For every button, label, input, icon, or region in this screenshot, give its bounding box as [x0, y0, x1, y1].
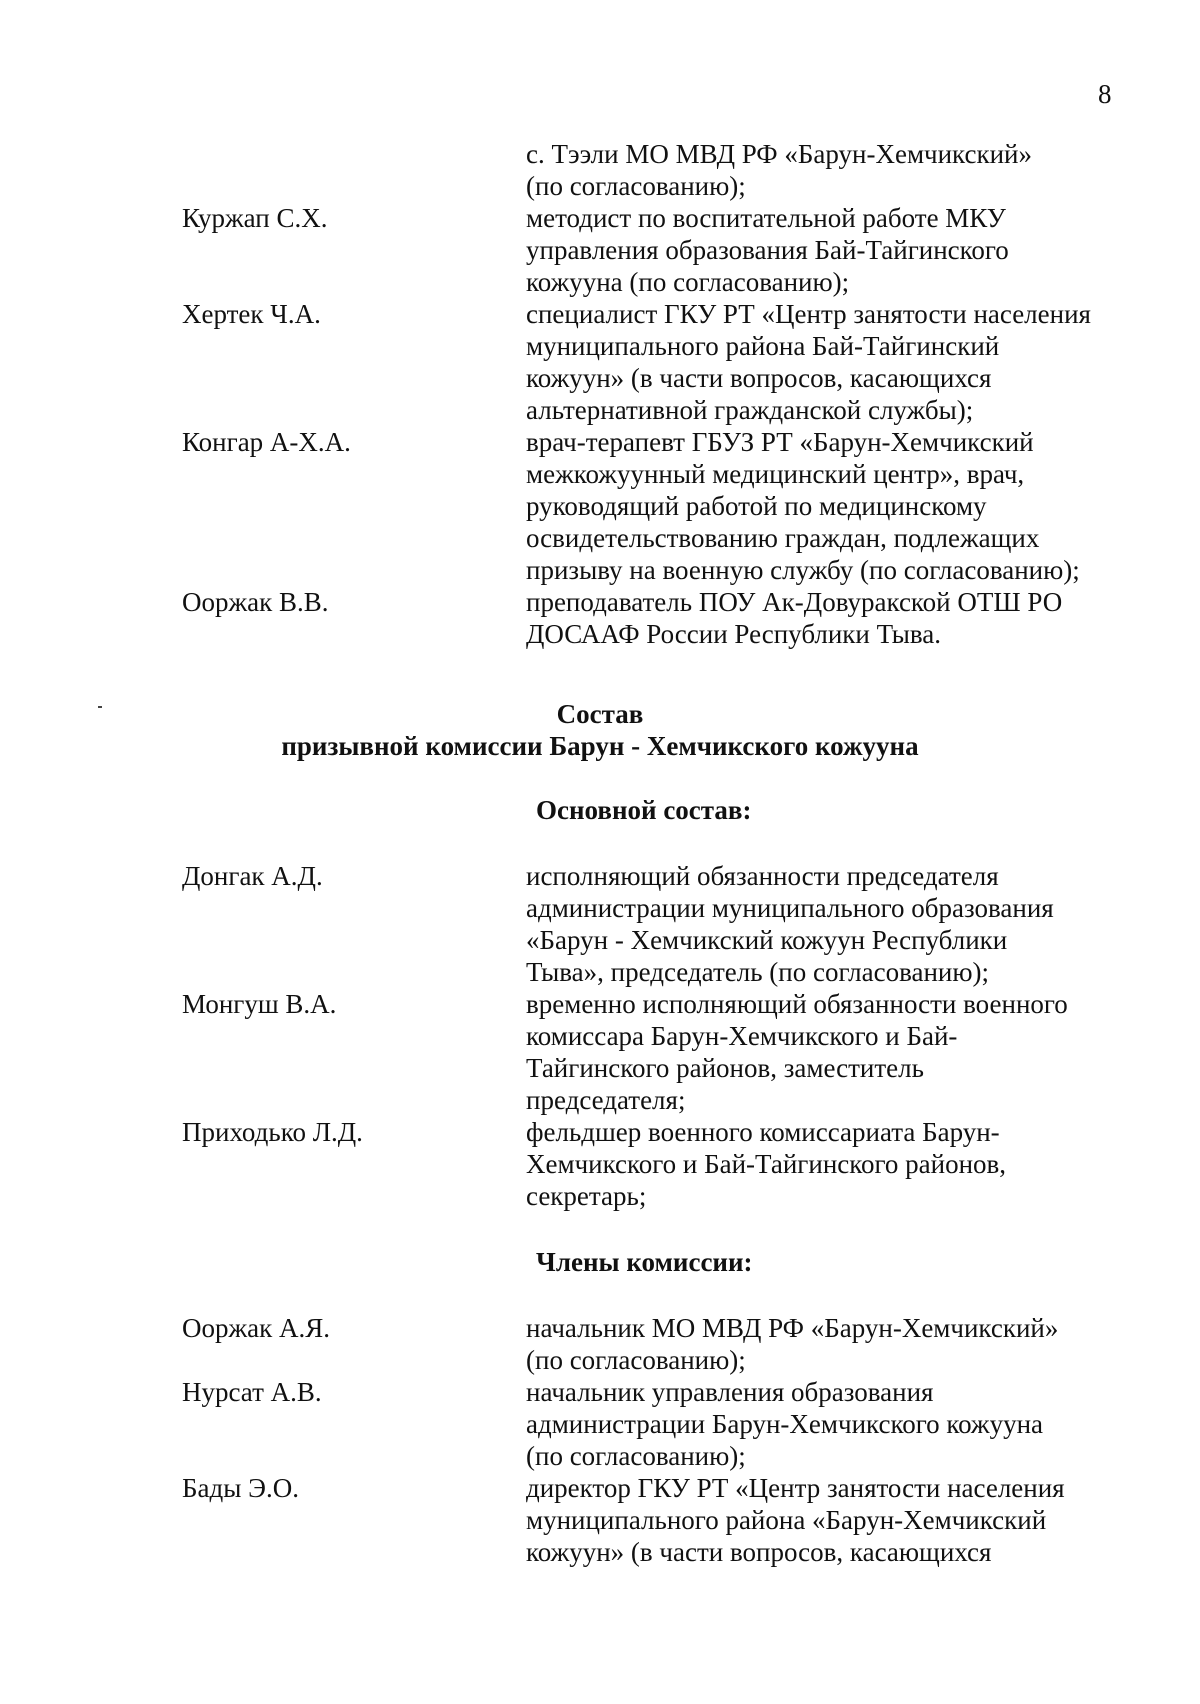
entry-description: [526, 988, 1126, 1116]
entry-description: [526, 860, 1126, 988]
person-name: Ооржак А.Я.: [182, 1313, 331, 1343]
list-item: [0, 1472, 1200, 1568]
list-item: [0, 1312, 1200, 1376]
list-item: [0, 426, 1200, 586]
description-line: администрации муниципального образования: [526, 893, 1054, 923]
list-item: [0, 202, 1200, 298]
description-line: администрации Барун-Хемчикского кожууна: [526, 1409, 1044, 1439]
description-line: начальник МО МВД РФ «Барун-Хемчикский»: [526, 1313, 1059, 1343]
description-line: Тыва», председатель (по согласованию);: [526, 957, 990, 987]
person-name: Донгак А.Д.: [182, 861, 323, 891]
description-line: (по согласованию);: [526, 1345, 746, 1375]
description-line: кожуун» (в части вопросов, касающихся: [526, 363, 992, 393]
description-line: временно исполняющий обязанности военного: [526, 989, 1068, 1019]
section-subtitle: призывной комиссии Барун - Хемчикского кожууна: [281, 731, 919, 761]
description-line: муниципального района Бай-Тайгинский: [526, 331, 1000, 361]
entry-description: [526, 1472, 1126, 1568]
description-line: (по согласованию);: [526, 171, 746, 201]
description-line: «Барун - Хемчикский кожуун Республики: [526, 925, 1008, 955]
list-item: [0, 1116, 1200, 1212]
entry-description: [526, 586, 1126, 650]
list-item: [0, 586, 1200, 650]
section-title: Состав: [556, 699, 644, 729]
entry-description: [526, 1312, 1126, 1376]
person-name: Хертек Ч.А.: [182, 299, 321, 329]
description-line: начальник управления образования: [526, 1377, 934, 1407]
list-item: [0, 988, 1200, 1116]
description-line: преподаватель ПОУ Ак-Довуракской ОТШ РО: [526, 587, 1063, 617]
description-line: руководящий работой по медицинскому: [526, 491, 987, 521]
description-line: методист по воспитательной работе МКУ: [526, 203, 1006, 233]
main-composition-heading: Основной состав:: [536, 795, 752, 825]
description-line: специалист ГКУ РТ «Центр занятости населения: [526, 299, 1091, 329]
description-line: с. Тээли МО МВД РФ «Барун-Хемчикский»: [526, 139, 1032, 169]
description-line: кожуун» (в части вопросов, касающихся: [526, 1537, 992, 1567]
description-line: ДОСААФ России Республики Тыва.: [526, 619, 942, 649]
members-heading: Члены комиссии:: [536, 1247, 753, 1277]
description-line: секретарь;: [526, 1181, 647, 1211]
person-name: Куржап С.Х.: [182, 203, 328, 233]
person-name: Монгуш В.А.: [182, 989, 337, 1019]
entry-description: [526, 1116, 1126, 1212]
person-name: Нурсат А.В.: [182, 1377, 322, 1407]
description-line: альтернативной гражданской службы);: [526, 395, 974, 425]
description-line: Хемчикского и Бай-Тайгинского районов,: [526, 1149, 1007, 1179]
person-name: Ооржак В.В.: [182, 587, 329, 617]
list-item-intro: [0, 138, 1200, 202]
description-line: фельдшер военного комиссариата Барун-: [526, 1117, 1000, 1147]
list-item: [0, 298, 1200, 426]
person-name: Приходько Л.Д.: [182, 1117, 363, 1147]
description-line: освидетельствованию граждан, подлежащих: [526, 523, 1040, 553]
description-line: исполняющий обязанности председателя: [526, 861, 999, 891]
description-line: призыву на военную службу (по согласованию);: [526, 555, 1080, 585]
entry-description: [526, 138, 1126, 202]
members-list: [0, 1312, 1200, 1568]
description-line: комиссара Барун-Хемчикского и Бай-: [526, 1021, 958, 1051]
description-line: (по согласованию);: [526, 1441, 746, 1471]
description-line: кожууна (по согласованию);: [526, 267, 850, 297]
main-composition-list: [0, 860, 1200, 1212]
description-line: Тайгинского районов, заместитель: [526, 1053, 924, 1083]
person-name: Бады Э.О.: [182, 1473, 299, 1503]
list-item: [0, 1376, 1200, 1472]
entry-description: [526, 298, 1126, 426]
description-line: межкожуунный медицинский центр», врач,: [526, 459, 1025, 489]
description-line: председателя;: [526, 1085, 686, 1115]
entry-description: [526, 1376, 1126, 1472]
entry-description: [526, 202, 1126, 298]
top-list: [0, 138, 1200, 650]
description-line: управления образования Бай-Тайгинского: [526, 235, 1009, 265]
description-line: муниципального района «Барун-Хемчикский: [526, 1505, 1047, 1535]
page-number: 8: [1098, 79, 1112, 109]
person-name: Конгар А-Х.А.: [182, 427, 351, 457]
description-line: врач-терапевт ГБУЗ РТ «Барун-Хемчикский: [526, 427, 1034, 457]
list-item: [0, 860, 1200, 988]
entry-description: [526, 426, 1126, 586]
description-line: директор ГКУ РТ «Центр занятости населения: [526, 1473, 1065, 1503]
